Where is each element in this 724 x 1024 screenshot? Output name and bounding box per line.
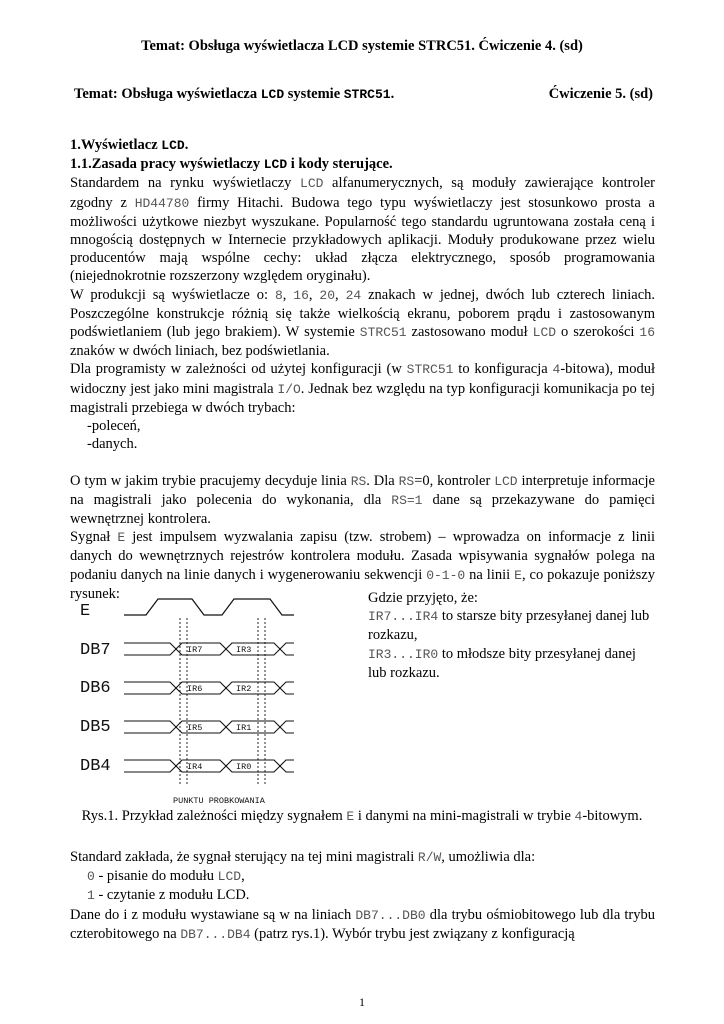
- paragraph-3: Dla programisty w zależności od użytej konfiguracji (w STRC51 to konfiguracja 4-bitowa), moduł widoczny jest jako mini magistrala I/O. Jednak bez względu na typ konfiguracji komunikacja po tej magistrali przebiega w dwóch trybach:: [70, 361, 655, 416]
- bit-label: IR4: [187, 762, 203, 772]
- exercise-number: Ćwiczenie 5. (sd): [548, 86, 653, 102]
- db6-waveform: [124, 682, 294, 694]
- bit-label: IR5: [187, 723, 203, 733]
- signal-label: DB6: [80, 679, 111, 698]
- signal-label: E: [80, 602, 91, 621]
- heading-1-1: 1.1.Zasada pracy wyświetlaczy LCD i kody sterujące.: [70, 156, 393, 173]
- db5-waveform: [124, 721, 294, 733]
- bit-label: IR3: [236, 645, 252, 655]
- list-item: 1 - czytanie z modułu LCD.: [87, 887, 250, 904]
- page-number: 1: [359, 995, 365, 1009]
- bit-label: IR7: [187, 645, 203, 655]
- figure-legend: [368, 589, 655, 682]
- signal-label: DB5: [80, 718, 111, 737]
- list-item: 0 - pisanie do modułu LCD,: [87, 868, 245, 885]
- legend-item: IR7...IR4 to starsze bity przesyłanej danej lub rozkazu,: [368, 608, 650, 644]
- signal-label: DB4: [80, 757, 111, 776]
- paragraph-1: Standardem na rynku wyświetlaczy LCD alfanumerycznych, są moduły zawierające kontroler zgodny z HD44780 firmy Hitachi. Budowa tego typu wyświetlaczy jest stosunkowo prosta a możliwości użytkowe niezbyt wyszukane. Popularność tego standardu ugruntowana została ceną i mnogością dostępnych w Internecie przykładowych aplikacji. Moduły produkowane przez wielu producentów mają wspólne cechy: układ złącza elektrycznego, sposób programowania (niejednokrotnie rozszerzony względem oryginału).: [70, 175, 656, 285]
- section-header: [74, 86, 653, 103]
- timing-diagram: [70, 588, 360, 810]
- paragraph-2: W produkcji są wyświetlacze o: 8, 16, 20, 24 znakach w jednej, dwóch lub czterech liniach. Poszczególne konstrukcje różnią się także wielkością ekranu, poborem prądu i zastosowanym podświetlaniem (lub jego brakiem). W systemie STRC51 zastosowano moduł LCD o szerokości 16 znaków w dwóch liniach, bez podświetlania.: [70, 286, 656, 360]
- figure-caption: Rys.1. Przykład zależności między sygnałem E i danymi na mini-magistrali w trybie 4-bitowym.: [81, 808, 643, 824]
- page-title: Temat: Obsługa wyświetlacza LCD systemie STRC51. Ćwiczenie 4. (sd): [141, 38, 583, 54]
- heading-1: 1.Wyświetlacz LCD.: [70, 137, 189, 153]
- bit-label: IR2: [236, 684, 252, 694]
- db4-waveform: [124, 760, 294, 772]
- section-header-text: Temat: Obsługa wyświetlacza: [74, 86, 261, 102]
- probe-label: PUNKTU PROBKOWANIA: [173, 796, 265, 806]
- db7-waveform: [124, 643, 294, 655]
- paragraph-6: Standard zakłada, że sygnał sterujący na tej mini magistrali R/W, umożliwia dla:: [70, 849, 536, 865]
- main-text-top: [70, 136, 655, 603]
- section-header-text: .: [390, 86, 395, 102]
- code-strc51: STRC51: [343, 87, 391, 102]
- signal-label: DB7: [80, 641, 111, 660]
- bit-label: IR6: [187, 684, 203, 694]
- bit-label: IR0: [236, 762, 252, 772]
- list-item: -poleceń,: [87, 418, 141, 435]
- legend-intro: Gdzie przyjęto, że:: [368, 590, 478, 606]
- section-header-text: systemie: [284, 86, 344, 102]
- legend-item: IR3...IR0 to młodsze bity przesyłanej danej lub rozkazu.: [368, 645, 636, 681]
- list-item: -danych.: [87, 436, 138, 453]
- paragraph-4: O tym w jakim trybie pracujemy decyduje linia RS. Dla RS=0, kontroler LCD interpretuje informacje na magistrali jako polecenia do wykonania, dla RS=1 dane są przekazywane do pamięci wewnętrznej kontrolera.: [70, 472, 655, 528]
- code-lcd: LCD: [260, 87, 285, 102]
- bit-label: IR1: [236, 723, 252, 733]
- paragraph-5: Sygnał E jest impulsem wyzwalania zapisu (tzw. strobem) – wprowadza on informacje z linii danych do wewnętrznych rejestrów kontrolera modułu. Zasada wpisywania sygnałów polega na podaniu danych na linie danych i wygenerowaniu sekwencji 0-1-0 na linii E, co pokazuje poniższy rysunek:: [70, 529, 655, 602]
- e-waveform: [124, 599, 294, 615]
- paragraph-7: Dane do i z modułu wystawiane są w na liniach DB7...DB0 dla trybu ośmiobitowego lub dla trybu czterobitowego na DB7...DB4 (patrz rys.1). Wybór trybu jest związany z konfiguracją: [70, 906, 655, 942]
- main-text-bottom: [70, 848, 655, 944]
